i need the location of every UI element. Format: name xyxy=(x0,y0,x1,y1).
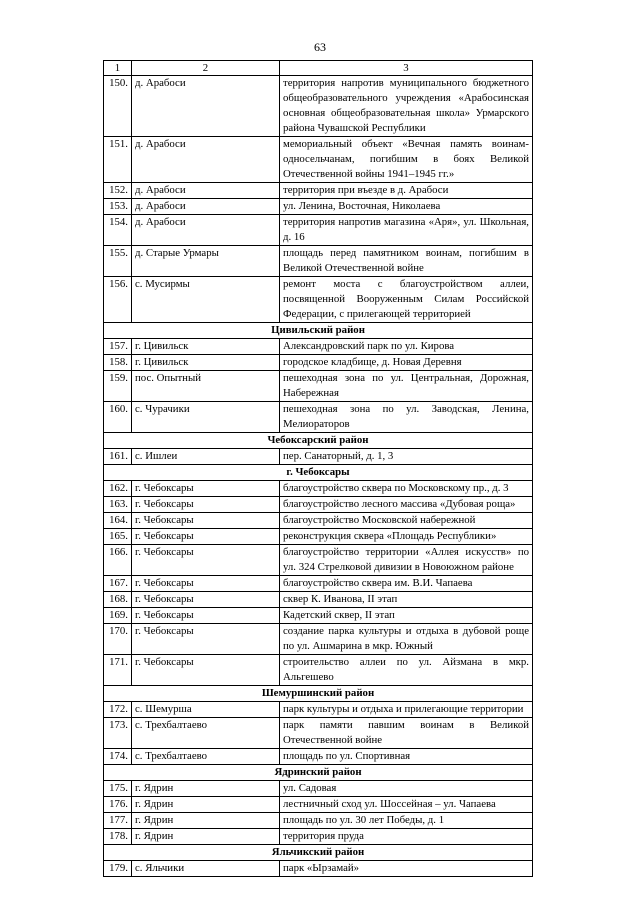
table-row xyxy=(104,861,533,877)
header-col-3: 3 xyxy=(280,61,533,76)
row-object: территория напротив магазина «Аря», ул. Школьная, д. 16 xyxy=(280,215,533,246)
section-row xyxy=(104,323,533,339)
table-row xyxy=(104,355,533,371)
row-number: 161. xyxy=(104,449,132,465)
row-locality: г. Чебоксары xyxy=(132,513,280,529)
table-body xyxy=(104,61,533,877)
row-number: 156. xyxy=(104,277,132,323)
section-title: Ядринский район xyxy=(104,765,533,781)
row-object: пешеходная зона по ул. Заводская, Ленина, Мелиораторов xyxy=(280,402,533,433)
row-object: Александровский парк по ул. Кирова xyxy=(280,339,533,355)
table-header-row xyxy=(104,61,533,76)
row-object: площадь по ул. 30 лет Победы, д. 1 xyxy=(280,813,533,829)
row-locality: с. Ишлеи xyxy=(132,449,280,465)
section-title: г. Чебоксары xyxy=(104,465,533,481)
row-object: ремонт моста с благоустройством аллеи, посвященной Вооруженным Силам Российской Федерации, с прилегающей территорией xyxy=(280,277,533,323)
row-locality: д. Арабоси xyxy=(132,215,280,246)
row-object: строительство аллеи по ул. Айзмана в мкр. Альгешево xyxy=(280,655,533,686)
row-number: 178. xyxy=(104,829,132,845)
row-number: 157. xyxy=(104,339,132,355)
table-row xyxy=(104,137,533,183)
row-locality: г. Чебоксары xyxy=(132,529,280,545)
section-title: Чебоксарский район xyxy=(104,433,533,449)
row-number: 163. xyxy=(104,497,132,513)
table-row xyxy=(104,829,533,845)
row-number: 168. xyxy=(104,592,132,608)
table-row xyxy=(104,449,533,465)
table-row xyxy=(104,797,533,813)
row-object: территория пруда xyxy=(280,829,533,845)
row-object: площадь по ул. Спортивная xyxy=(280,749,533,765)
row-object: благоустройство лесного массива «Дубовая роща» xyxy=(280,497,533,513)
row-object: создание парка культуры и отдыха в дубовой роще по ул. Ашмарина в мкр. Южный xyxy=(280,624,533,655)
row-number: 170. xyxy=(104,624,132,655)
row-object: реконструкция сквера «Площадь Республики» xyxy=(280,529,533,545)
section-row xyxy=(104,465,533,481)
row-object: благоустройство сквера им. В.И. Чапаева xyxy=(280,576,533,592)
table-row xyxy=(104,655,533,686)
row-number: 165. xyxy=(104,529,132,545)
row-object: территория напротив муниципального бюджетного общеобразовательного учреждения «Арабосинская основная общеобразовательная школа» Урмарского района Чувашской Республики xyxy=(280,76,533,137)
row-object: благоустройство территории «Аллея искусств» по ул. 324 Стрелковой дивизии в Новоюжном районе xyxy=(280,545,533,576)
row-locality: г. Цивильск xyxy=(132,339,280,355)
row-number: 169. xyxy=(104,608,132,624)
row-object: лестничный сход ул. Шоссейная – ул. Чапаева xyxy=(280,797,533,813)
row-locality: д. Арабоси xyxy=(132,183,280,199)
table-row xyxy=(104,529,533,545)
row-object: Кадетский сквер, II этап xyxy=(280,608,533,624)
table-row xyxy=(104,199,533,215)
row-number: 158. xyxy=(104,355,132,371)
row-locality: г. Чебоксары xyxy=(132,608,280,624)
table-row xyxy=(104,76,533,137)
table-row xyxy=(104,371,533,402)
row-locality: г. Чебоксары xyxy=(132,592,280,608)
row-number: 175. xyxy=(104,781,132,797)
row-object: территория при въезде в д. Арабоси xyxy=(280,183,533,199)
row-locality: г. Цивильск xyxy=(132,355,280,371)
row-locality: с. Мусирмы xyxy=(132,277,280,323)
table-row xyxy=(104,402,533,433)
row-number: 173. xyxy=(104,718,132,749)
row-object: благоустройство Московской набережной xyxy=(280,513,533,529)
table-row xyxy=(104,183,533,199)
table-row xyxy=(104,718,533,749)
row-locality: с. Шемурша xyxy=(132,702,280,718)
row-object: мемориальный объект «Вечная память воинам-односельчанам, погибшим в боях Великой Отечественной войны 1941–1945 гг.» xyxy=(280,137,533,183)
section-row xyxy=(104,686,533,702)
row-locality: г. Чебоксары xyxy=(132,624,280,655)
table-row xyxy=(104,513,533,529)
row-number: 162. xyxy=(104,481,132,497)
row-locality: д. Старые Урмары xyxy=(132,246,280,277)
table-row xyxy=(104,576,533,592)
row-object: благоустройство сквера по Московскому пр., д. 3 xyxy=(280,481,533,497)
row-number: 177. xyxy=(104,813,132,829)
row-number: 171. xyxy=(104,655,132,686)
row-locality: с. Яльчики xyxy=(132,861,280,877)
header-col-2: 2 xyxy=(132,61,280,76)
table-row xyxy=(104,608,533,624)
row-number: 160. xyxy=(104,402,132,433)
table-row xyxy=(104,781,533,797)
section-row xyxy=(104,845,533,861)
row-number: 176. xyxy=(104,797,132,813)
row-object: парк культуры и отдыха и прилегающие территории xyxy=(280,702,533,718)
section-title: Цивильский район xyxy=(104,323,533,339)
section-title: Яльчикский район xyxy=(104,845,533,861)
table-row xyxy=(104,702,533,718)
row-locality: с. Чурачики xyxy=(132,402,280,433)
row-number: 172. xyxy=(104,702,132,718)
row-number: 159. xyxy=(104,371,132,402)
row-number: 154. xyxy=(104,215,132,246)
section-row xyxy=(104,765,533,781)
row-locality: д. Арабоси xyxy=(132,137,280,183)
row-number: 151. xyxy=(104,137,132,183)
section-title: Шемуршинский район xyxy=(104,686,533,702)
table-row xyxy=(104,339,533,355)
row-locality: г. Чебоксары xyxy=(132,481,280,497)
row-locality: г. Ядрин xyxy=(132,813,280,829)
row-number: 179. xyxy=(104,861,132,877)
objects-table xyxy=(103,60,533,877)
row-locality: д. Арабоси xyxy=(132,76,280,137)
row-object: городское кладбище, д. Новая Деревня xyxy=(280,355,533,371)
table-row xyxy=(104,624,533,655)
header-col-1: 1 xyxy=(104,61,132,76)
row-object: сквер К. Иванова, II этап xyxy=(280,592,533,608)
row-number: 153. xyxy=(104,199,132,215)
table-row xyxy=(104,246,533,277)
row-object: парк «Ырзамай» xyxy=(280,861,533,877)
table-row xyxy=(104,215,533,246)
row-object: площадь перед памятником воинам, погибшим в Великой Отечественной войне xyxy=(280,246,533,277)
row-locality: пос. Опытный xyxy=(132,371,280,402)
row-object: парк памяти павшим воинам в Великой Отечественной войне xyxy=(280,718,533,749)
row-number: 150. xyxy=(104,76,132,137)
row-object: ул. Ленина, Восточная, Николаева xyxy=(280,199,533,215)
row-locality: г. Чебоксары xyxy=(132,655,280,686)
row-locality: с. Трехбалтаево xyxy=(132,749,280,765)
row-number: 166. xyxy=(104,545,132,576)
table-row xyxy=(104,749,533,765)
row-locality: д. Арабоси xyxy=(132,199,280,215)
row-number: 155. xyxy=(104,246,132,277)
row-number: 164. xyxy=(104,513,132,529)
row-number: 174. xyxy=(104,749,132,765)
row-object: пер. Санаторный, д. 1, 3 xyxy=(280,449,533,465)
row-locality: г. Чебоксары xyxy=(132,545,280,576)
row-locality: г. Ядрин xyxy=(132,797,280,813)
table-row xyxy=(104,497,533,513)
row-object: пешеходная зона по ул. Центральная, Дорожная, Набережная xyxy=(280,371,533,402)
row-object: ул. Садовая xyxy=(280,781,533,797)
page-number: 63 xyxy=(314,40,326,54)
row-locality: г. Чебоксары xyxy=(132,497,280,513)
row-number: 152. xyxy=(104,183,132,199)
table-row xyxy=(104,277,533,323)
row-number: 167. xyxy=(104,576,132,592)
section-row xyxy=(104,433,533,449)
table-row xyxy=(104,813,533,829)
table-row xyxy=(104,481,533,497)
table-row xyxy=(104,545,533,576)
row-locality: г. Чебоксары xyxy=(132,576,280,592)
row-locality: с. Трехбалтаево xyxy=(132,718,280,749)
row-locality: г. Ядрин xyxy=(132,781,280,797)
table-row xyxy=(104,592,533,608)
row-locality: г. Ядрин xyxy=(132,829,280,845)
